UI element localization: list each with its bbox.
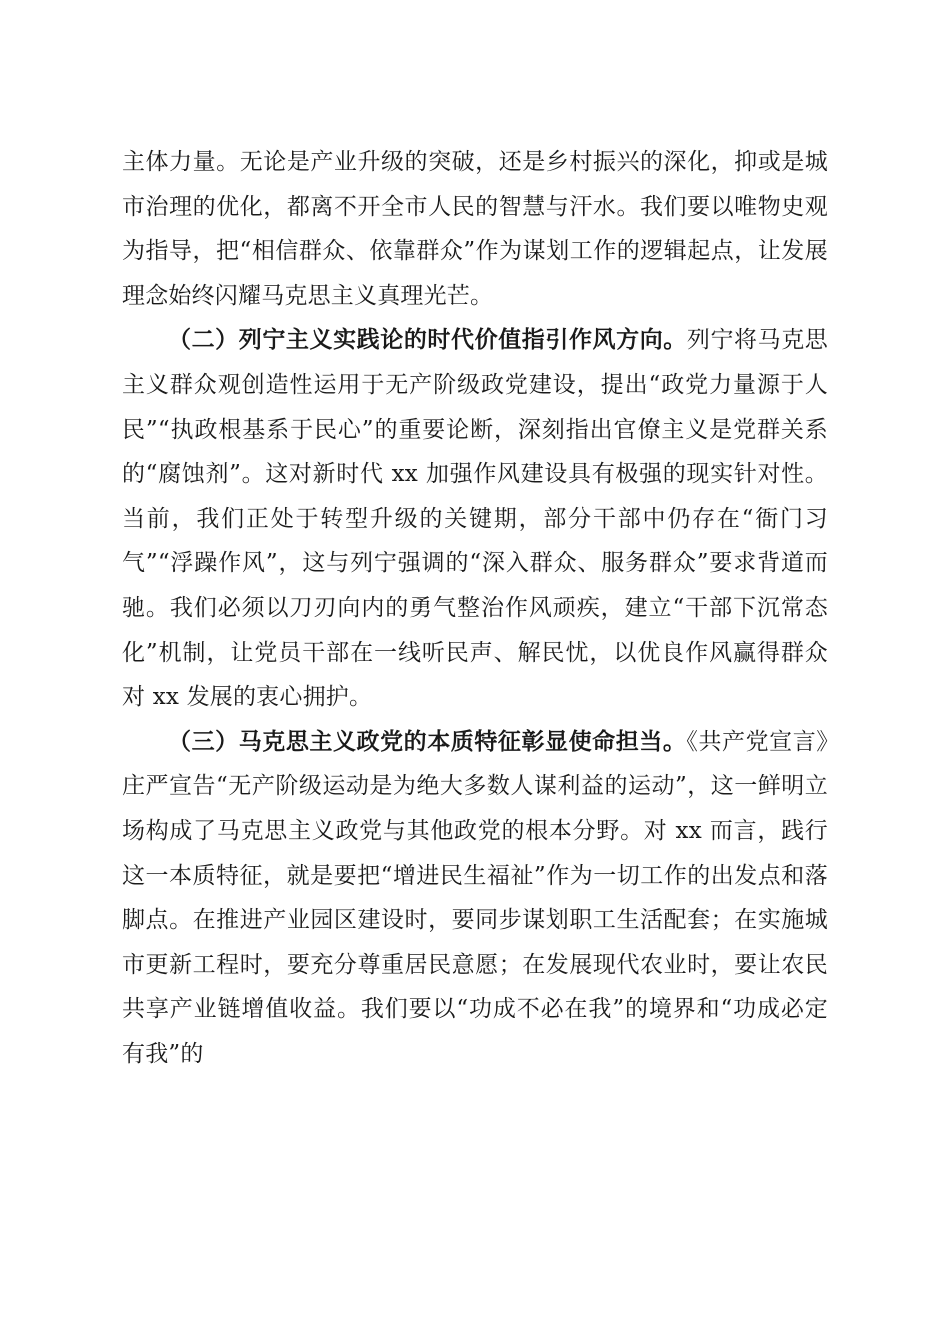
paragraph-1 — [122, 140, 828, 318]
paragraph-2 — [122, 318, 828, 719]
paragraph-3 — [122, 720, 828, 1077]
document-body — [122, 140, 828, 1076]
paragraph-3-body: 《共产党宣言》庄严宣告“无产阶级运动是为绝大多数人谋利益的运动”，这一鲜明立场构成了马克思主义政党与其他政党的根本分野。对 xx 而言，践行这一本质特征，就是要把“增进民生福祉”作为一切工作的出发点和落脚点。在推进产业园区建设时，要同步谋划职工生活配套；在实施城市更新工程时，要充分尊重居民意愿；在发展现代农业时，要让农民共享产业链增值收益。我们要以“功成不必在我”的境界和“功成必定有我”的 — [122, 728, 828, 1067]
paragraph-2-body: 列宁将马克思主义群众观创造性运用于无产阶级政党建设，提出“政党力量源于人民”“执政根基系于民心”的重要论断，深刻指出官僚主义是党群关系的“腐蚀剂”。这对新时代 xx 加强作风建设具有极强的现实针对性。当前，我们正处于转型升级的关键期，部分干部中仍存在“衙门习气”“浮躁作风”，这与列宁强调的“深入群众、服务群众”要求背道而驰。我们必须以刀刃向内的勇气整治作风顽疾，建立“干部下沉常态化”机制，让党员干部在一线听民声、解民忧，以优良作风赢得群众对 xx 发展的衷心拥护。 — [122, 327, 828, 711]
paragraph-1-body: 主体力量。无论是产业升级的突破，还是乡村振兴的深化，抑或是城市治理的优化，都离不开全市人民的智慧与汗水。我们要以唯物史观为指导，把“相信群众、依靠群众”作为谋划工作的逻辑起点，让发展理念始终闪耀马克思主义真理光芒。 — [122, 149, 828, 309]
section-heading-2: （二）列宁主义实践论的时代价值指引作风方向。 — [168, 326, 687, 354]
section-heading-3: （三）马克思主义政党的本质特征彰显使命担当。 — [168, 727, 687, 755]
